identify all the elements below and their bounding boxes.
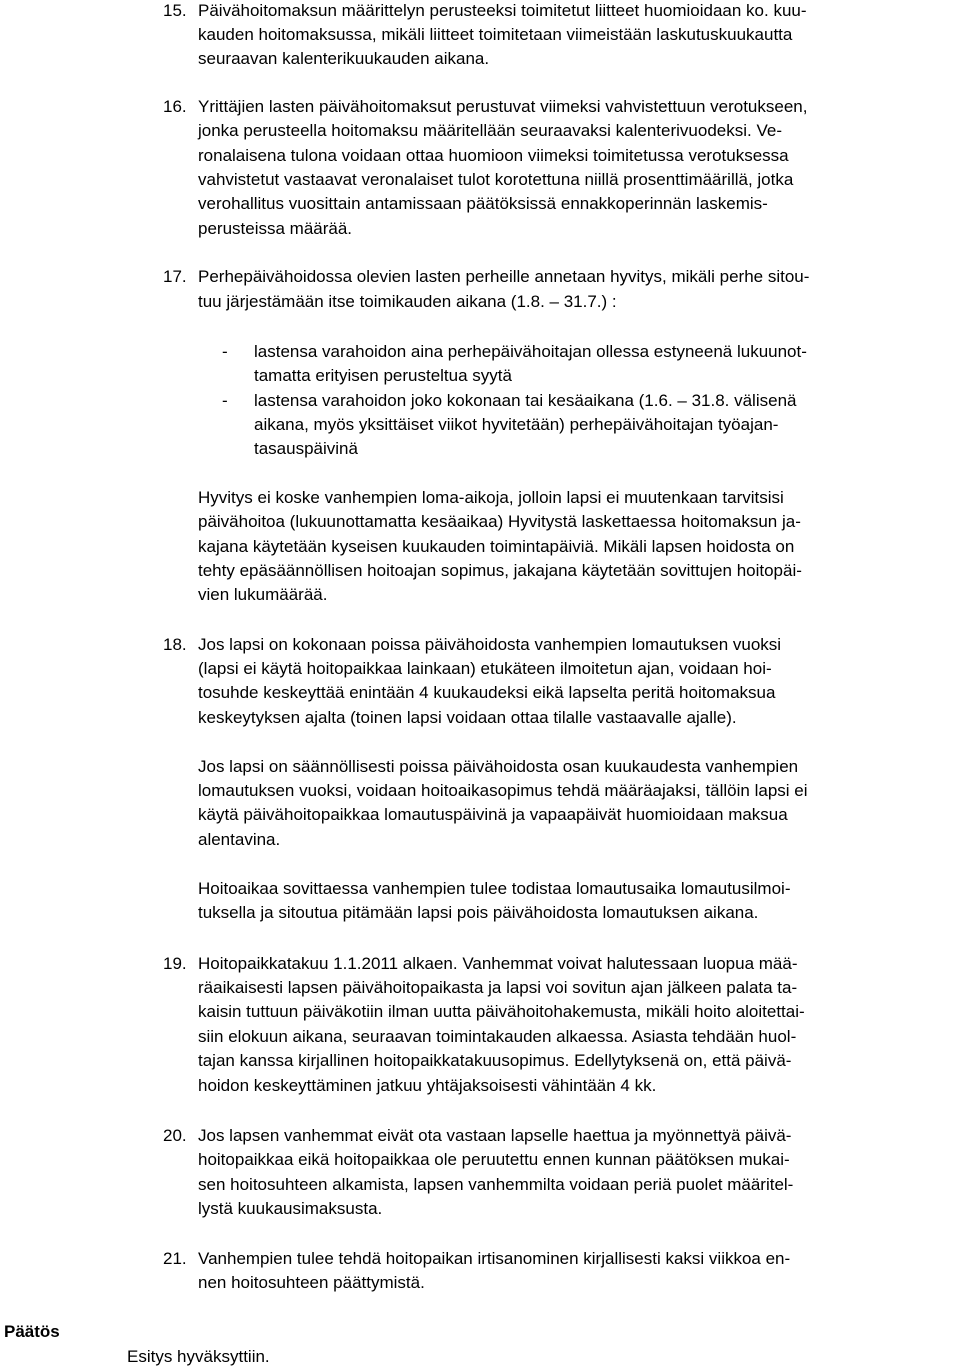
text-line: Jos lapsi on säännöllisesti poissa päivähoidosta osan kuukaudesta vanhempien <box>198 757 799 776</box>
item-number: 21. <box>163 1249 187 1268</box>
text-line: kajana käytetään kyseisen kuukauden toimintapäiviä. Mikäli lapsen hoidosta on <box>198 537 795 556</box>
text-line: tuu järjestämään itse toimikauden aikana (1.8. – 31.7.) : <box>198 292 617 311</box>
item-number: 19. <box>163 954 187 973</box>
text-line: Hyvitys ei koske vanhempien loma-aikoja, jolloin lapsi ei muutenkaan tarvitsisi <box>198 488 784 507</box>
item-number: 18. <box>163 635 187 654</box>
item-number: 15. <box>163 1 187 20</box>
bullet-text-line: tamatta erityisen perusteltua syytä <box>254 366 512 385</box>
text-line: siin elokuun aikana, seuraavan toimintakauden alkaessa. Asiasta tehdään huol- <box>198 1027 797 1046</box>
text-line: kaisin tuttuun päiväkotiin ilman uutta päivähoitohakemusta, mikäli hoito aloitettai- <box>198 1002 805 1021</box>
text-line: räaikaisesti lapsen päivähoitopaikasta ja lapsi voi sovitun ajan jälkeen palata ta- <box>198 978 798 997</box>
text-line: Jos lapsen vanhemmat eivät ota vastaan lapselle haettua ja myönnettyä päivä- <box>198 1126 792 1145</box>
text-line: ronalaisena tulona voidaan ottaa huomioon viimeksi toimitetussa verotuksessa <box>198 146 789 165</box>
text-line: Jos lapsi on kokonaan poissa päivähoidosta vanhempien lomautuksen vuoksi <box>198 635 782 654</box>
text-line: alentavina. <box>198 830 281 849</box>
text-line: vahvistetut vastaavat veronalaiset tulot korotettuna niillä prosenttimäärillä, jotka <box>198 170 794 189</box>
text-line: lomautuksen vuoksi, voidaan hoitoaikasopimus tehdä määräajaksi, tällöin lapsi ei <box>198 781 808 800</box>
text-line: Hoitoaikaa sovittaessa vanhempien tulee todistaa lomautusaika lomautusilmoi- <box>198 879 791 898</box>
text-line: Päivähoitomaksun määrittelyn perusteeksi toimitetut liitteet huomioidaan ko. kuu- <box>198 1 807 20</box>
text-line: verohallitus vuosittain antamissaan päätöksissä ennakkoperinnän laskemis- <box>198 194 768 213</box>
text-line: Hoitopaikkatakuu 1.1.2011 alkaen. Vanhemmat voivat halutessaan luopua mää- <box>198 954 798 973</box>
text-line: kauden hoitomaksussa, mikäli liitteet toimitetaan viimeistään laskutuskuukautta <box>198 25 793 44</box>
text-line: lystä kuukausimaksusta. <box>198 1199 383 1218</box>
text-line: hoidon keskeyttäminen jatkuu yhtäjaksoisesti vähintään 4 kk. <box>198 1076 657 1095</box>
bullet-dash: - <box>222 342 228 361</box>
text-line: Vanhempien tulee tehdä hoitopaikan irtisanominen kirjallisesti kaksi viikkoa en- <box>198 1249 791 1268</box>
text-line: nen hoitosuhteen päättymistä. <box>198 1273 425 1292</box>
bullet-text-line: aikana, myös yksittäiset viikot hyvitetään) perhepäivähoitajan työajan- <box>254 415 779 434</box>
bullet-dash: - <box>222 391 228 410</box>
text-line: käytä päivähoitopaikkaa lomautuspäivinä ja vapaapäivät huomioidaan maksua <box>198 805 788 824</box>
text-line: tajan kanssa kirjallinen hoitopaikkatakuusopimus. Edellytyksenä on, että päivä- <box>198 1051 792 1070</box>
text-line: päivähoitoa (lukuunottamatta kesäaikaa) Hyvitystä laskettaessa hoitomaksun ja- <box>198 512 801 531</box>
item-number: 16. <box>163 97 187 116</box>
decision-label: Päätös <box>4 1322 60 1341</box>
decision-text: Esitys hyväksyttiin. <box>127 1347 270 1366</box>
text-line: tosuhde keskeyttää enintään 4 kuukaudeksi eikä lapselta peritä hoitomaksua <box>198 683 776 702</box>
text-line: perusteissa määrää. <box>198 219 353 238</box>
item-number: 20. <box>163 1126 187 1145</box>
text-line: tehty epäsäännöllisen hoitoajan sopimus, jakajana käytetään sovittujen hoitopäi- <box>198 561 802 580</box>
text-line: hoitopaikkaa eikä hoitopaikkaa ole peruutettu ennen kunnan päätöksen mukai- <box>198 1150 790 1169</box>
text-line: keskeytyksen ajalta (toinen lapsi voidaan ottaa tilalle vastaavalle ajalle). <box>198 708 737 727</box>
bullet-text-line: tasauspäivinä <box>254 439 358 458</box>
text-line: jonka perusteella hoitomaksu määritellään seuraavaksi kalenterivuodeksi. Ve- <box>198 121 782 140</box>
item-number: 17. <box>163 267 187 286</box>
text-line: tuksella ja sitoutua pitämään lapsi pois päivähoidosta lomautuksen aikana. <box>198 903 759 922</box>
text-line: seuraavan kalenterikuukauden aikana. <box>198 49 490 68</box>
text-line: vien lukumäärää. <box>198 585 328 604</box>
text-line: (lapsi ei käytä hoitopaikkaa lainkaan) etukäteen ilmoitetun ajan, voidaan hoi- <box>198 659 772 678</box>
bullet-text-line: lastensa varahoidon joko kokonaan tai kesäaikana (1.6. – 31.8. välisenä <box>254 391 797 410</box>
text-line: sen hoitosuhteen alkamista, lapsen vanhemmilta voidaan periä puolet määritel- <box>198 1175 794 1194</box>
bullet-text-line: lastensa varahoidon aina perhepäivähoitajan ollessa estyneenä lukuunot- <box>254 342 807 361</box>
text-line: Yrittäjien lasten päivähoitomaksut perustuvat viimeksi vahvistettuun verotukseen, <box>198 97 808 116</box>
text-line: Perhepäivähoidossa olevien lasten perheille annetaan hyvitys, mikäli perhe sitou- <box>198 267 810 286</box>
